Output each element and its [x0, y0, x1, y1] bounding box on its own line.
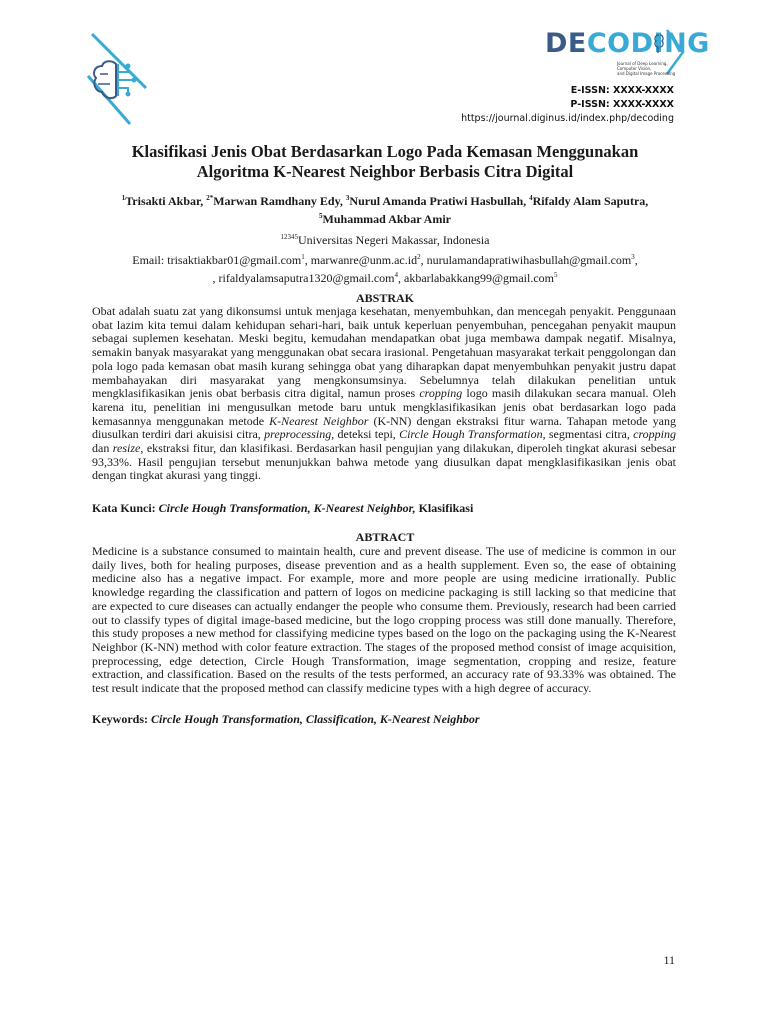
- page-number: 11: [663, 953, 675, 967]
- abstrak-body: Obat adalah suatu zat yang dikonsumsi untuk menjaga kesehatan, menyembuhkan, dan mencegah penyakit. Penggunaan obat lazim kita temui dalam kehidupan sehari-hari, baik untuk keperluan penyembuhan, pencegahan penyakit maupun sebagai suplemen kesehatan. Meski begitu, kemudahan mendapatkan obat juga membawa dampak negatif. Misalnya, semakin banyak masyarakat yang menggunakan obat secara irasional. Pengetahuan masyarakat terkait penggolongan dan pola logo pada kemasan obat masih kurang sehingga obat yang diharapkan dapat menyembuhkan penyakit justru dapat membahayakan diri masyarakat yang mengkonsumsinya. Sebelumnya telah dilakukan penelitian untuk mengklasifikasikan jenis obat berbasis citra digital, namun proses cropping logo masih dilakukan secara manual. Oleh karena itu, penelitian ini mengusulkan metode baru untuk mengklasifikasikan jenis obat berdasarkan logo pada kemasannya menggunakan metode K-Nearest Neighbor (K-NN) dengan ekstraksi fitur warna. Tahapan metode yang diusulkan terdiri dari akuisisi citra, preprocessing, deteksi tepi, Circle Hough Transformation, segmentasi citra, cropping dan resize, ekstraksi fitur, dan klasifikasi. Berdasarkan hasil pengujian yang dilakukan, diperoleh tingkat akurasi sebesar 93,33%. Hasil pengujian tersebut menunjukkan bahwa metode yang diusulkan dapat mengklasifikasikan jenis obat dengan tingkat akurasi yang tinggi.: [92, 304, 677, 483]
- pissn: P-ISSN: XXXX-XXXX: [570, 99, 674, 110]
- abstract-heading: ABTRACT: [355, 530, 415, 544]
- journal-url[interactable]: https://journal.diginus.id/index.php/decoding: [461, 113, 674, 124]
- paper-title: Klasifikasi Jenis Obat Berdasarkan Logo Pada Kemasan Menggunakan Algoritma K-Nearest Neighbor Berbasis Citra Digital: [131, 142, 639, 181]
- logo-subtitle: Journal of Deep Learning, Computer Vision, and Digital Image Processing: [617, 61, 676, 76]
- author-list: $^1$Trisakti Akbar, $^{2*}$Marwan Ramdhany Edy, $^3$Nurul Amanda Pratiwi Hasbullah, $^4$Rifaldy Alam Saputra, $^5$Muhammad Akbar Amir: [121, 194, 649, 226]
- keywords: Keywords: Circle Hough Transformation, Classification, K-Nearest Neighbor: [92, 712, 480, 726]
- author-emails: Email: trisaktiakbar01@gmail.com$^1$, $marwanre@unm.ac.id^2$, nurulamandapratiwihasbullah@gmail.com$^3$, , rifaldyalamsaputra1320@gmail.com$^4$, akbarlabakkang99@gmail.com$^5$: [132, 253, 638, 285]
- kata-kunci: Kata Kunci: Circle Hough Transformation, K-Nearest Neighbor, Klasifikasi: [92, 501, 474, 515]
- journal-logo-right: [545, 28, 710, 82]
- journal-logo-left: [84, 28, 150, 128]
- brain-icon: [653, 34, 665, 54]
- affiliation: $^{12345}$Universitas Negeri Makassar, Indonesia: [280, 233, 490, 247]
- abstract-body: Medicine is a substance consumed to maintain health, cure and prevent disease. The use of medicine is common in our daily lives, both for healing purposes, disease prevention and as a health supplement. Even so, the ease of obtaining medicine also has a negative impact. For example, more and more people are using medicine irrationally. Public knowledge regarding the classification and pattern of logos on medicine packaging is still lacking so that medicine that are expected to cure diseases can actually endanger the people who consume them. Previously, research had been carried out to classify types of digital image-based medicine, but the logo cropping process was still done manually. Therefore, this study proposes a new method for classifying medicine types based on the logo on the packaging using the K-Nearest Neighbor (K-NN) method with color feature extraction. The stages of the proposed method consist of image acquisition, preprocessing, edge detection, Circle Hough Transformation, image segmentation, cropping and resize, feature extraction, and classification. Based on the results of the tests performed, an accuracy rate of 93.33% was obtained. The test result indicate that the proposed method can classify medicine types with a high degree of accuracy.: [92, 544, 676, 696]
- eissn: E-ISSN: XXXX-XXXX: [570, 85, 674, 96]
- journal-meta: [461, 84, 674, 126]
- logo-wordmark: DECODING: [545, 28, 710, 59]
- abstrak-heading: ABSTRAK: [355, 291, 414, 305]
